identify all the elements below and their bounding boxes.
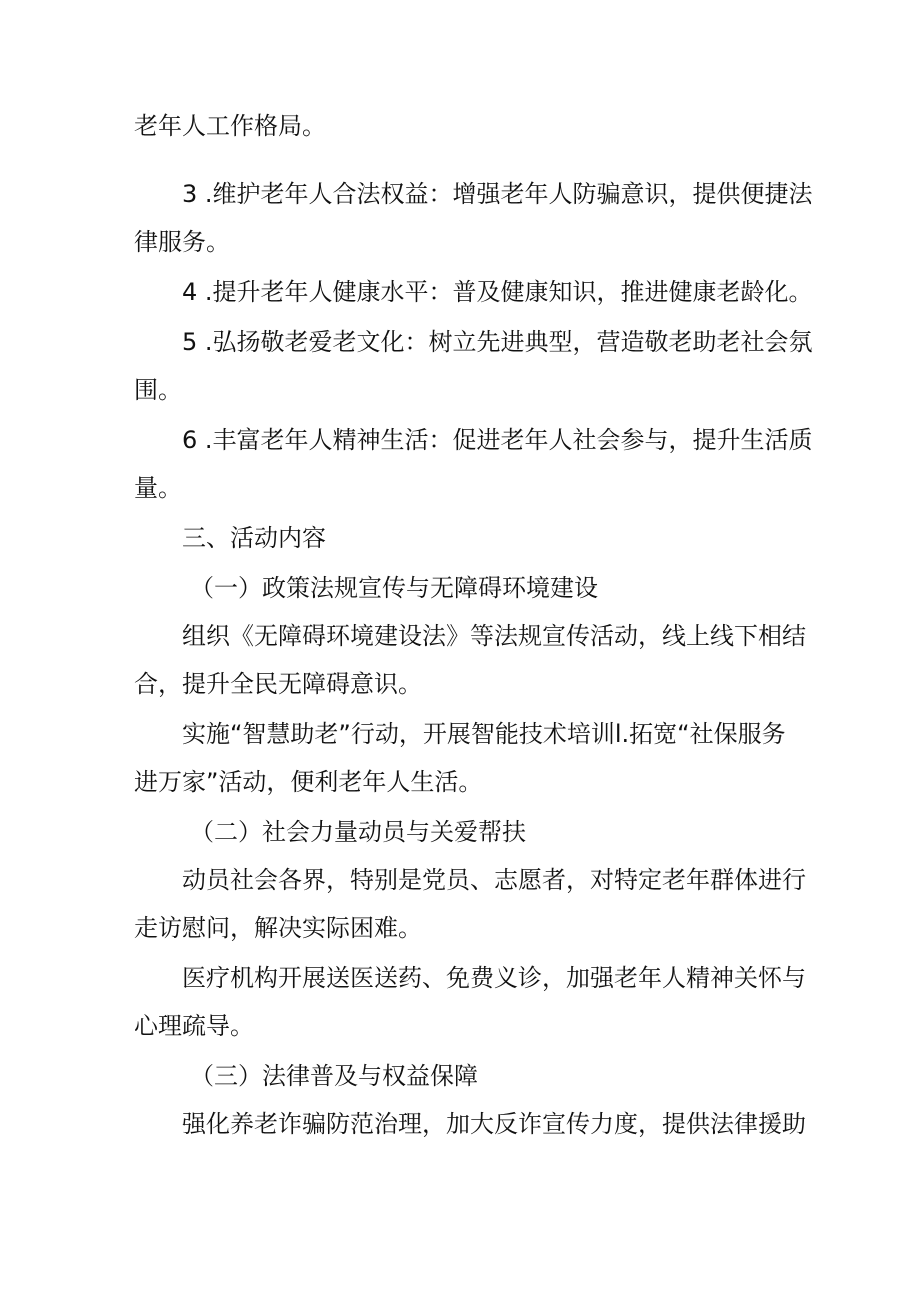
text-line-continuation: 老年人工作格局。 <box>134 112 326 140</box>
subsection-heading-3: （三）法律普及与权益保障 <box>190 1062 478 1090</box>
list-item-3-line-2: 律服务。 <box>134 228 230 256</box>
paragraph-line: 医疗机构开展送医送药、免费义诊，加强老年人精神关怀与 <box>182 964 806 992</box>
paragraph-line: 实施“智慧助老”行动，开展智能技术培训l.拓宽“社保服务 <box>182 720 786 748</box>
list-item-4-line-1: 4 .提升老年人健康水平：普及健康知识，推进健康老龄化。 <box>182 278 813 306</box>
subsection-heading-2: （二）社会力量动员与关爱帮扶 <box>190 818 526 846</box>
list-item-5-line-2: 围。 <box>134 376 182 404</box>
paragraph-line: 走访慰问，解决实际困难。 <box>134 914 422 942</box>
list-item-6-line-2: 量。 <box>134 474 182 502</box>
paragraph-line: 动员社会各界，特别是党员、志愿者，对特定老年群体进行 <box>182 866 806 894</box>
paragraph-line: 合，提升全民无障碍意识。 <box>134 670 422 698</box>
paragraph-line: 心理疏导。 <box>134 1012 254 1040</box>
paragraph-line: 组织《无障碍环境建设法》等法规宣传活动，线上线下相结 <box>182 622 806 650</box>
list-item-6-line-1: 6 .丰富老年人精神生活：促进老年人社会参与，提升生活质 <box>182 426 813 454</box>
section-heading: 三、活动内容 <box>182 524 326 552</box>
subsection-heading-1: （一）政策法规宣传与无障碍环境建设 <box>190 574 598 602</box>
list-item-3-line-1: 3 .维护老年人合法权益：增强老年人防骗意识，提供便捷法 <box>182 180 813 208</box>
paragraph-line: 进万家”活动，便利老年人生活。 <box>134 768 483 796</box>
list-item-5-line-1: 5 .弘扬敬老爱老文化：树立先进典型，营造敬老助老社会氛 <box>182 328 813 356</box>
paragraph-line: 强化养老诈骗防范治理，加大反诈宣传力度，提供法律援助 <box>182 1110 806 1138</box>
